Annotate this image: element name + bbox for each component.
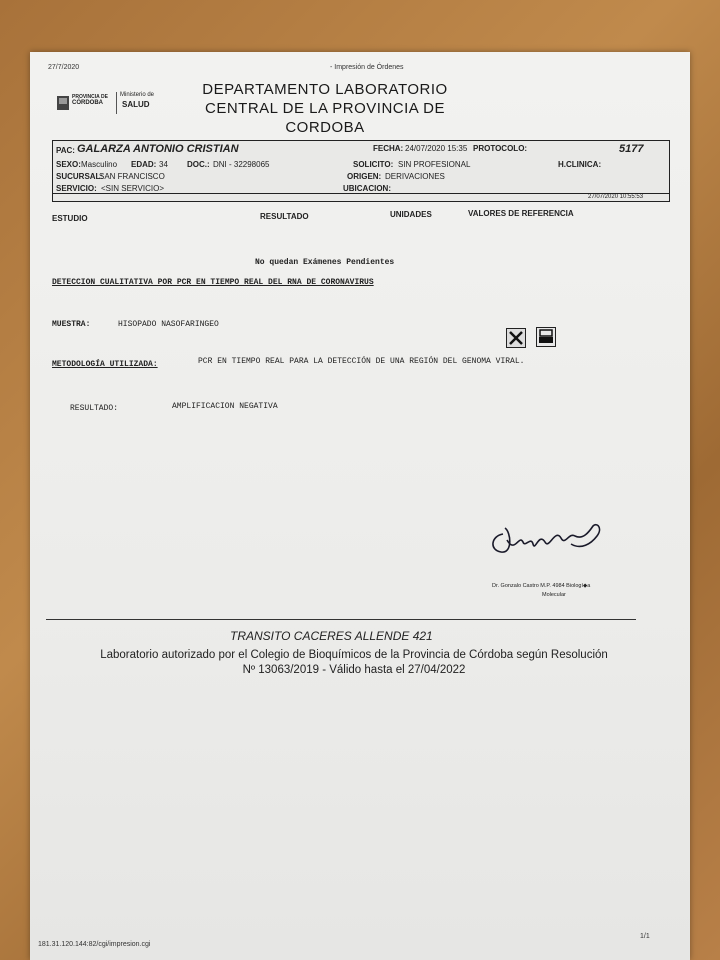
col-resultado: RESULTADO	[260, 212, 309, 221]
authorization-note: Laboratorio autorizado por el Colegio de Bioquímicos de la Provincia de Córdoba según Resolución Nº 13063/2019 - Válido hasta el 27/04/2022	[100, 649, 608, 676]
muestra-value: HISOPADO NASOFARINGEO	[118, 320, 219, 329]
print-url: 181.31.120.144:82/cgi/impresion.cgi	[38, 941, 151, 948]
report-page	[30, 52, 690, 960]
coat-of-arms-icon	[56, 94, 70, 112]
lab-title: DEPARTAMENTO LABORATORIO CENTRAL DE LA PROVINCIA DE CORDOBA	[202, 81, 448, 136]
delete-icon[interactable]	[506, 328, 526, 348]
resultado-label: RESULTADO:	[70, 404, 119, 413]
lab-address: TRANSITO CACERES ALLENDE 421	[230, 629, 433, 643]
muestra-label: MUESTRA:	[52, 320, 91, 329]
print-icon[interactable]	[536, 327, 556, 347]
col-unidades: UNIDADES	[390, 210, 432, 219]
metodo-value: PCR EN TIEMPO REAL PARA LA DETECCIÓN DE UNA REGIÓN DEL GENOMA VIRAL.	[198, 357, 525, 366]
print-title: - Impresión de Órdenes	[330, 64, 404, 71]
patient-info-box: PAC: GALARZA ANTONIO CRISTIAN FECHA: 24/07/2020 15:35 PROTOCOLO: 5177 SEXO: Masculino EDAD: 34 DOC.: DNI - 32298065 SOLICITO: SIN PROFESIONAL H.CLINICA: SUCURSAL: SAN FRANCISCO ORIGEN: DERIVACIONES SERVICIO: <SIN SERVICIO> UBICACION: 27/07/2020 10:55:53	[52, 140, 670, 202]
resultado-value: AMPLIFICACION NEGATIVA	[172, 402, 278, 411]
col-valores: VALORES DE REFERENCIA	[468, 209, 574, 218]
metodo-label: METODOLOGÍA UTILIZADA:	[52, 360, 158, 369]
col-estudio: ESTUDIO	[52, 214, 88, 223]
signer-name: Dr. Gonzalo Castro M.P. 4984 Biologí◆a	[492, 583, 591, 589]
protocol-number: 5177	[619, 143, 644, 155]
test-title: DETECCION CUALITATIVA POR PCR EN TIEMPO REAL DEL RNA DE CORONAVIRUS	[52, 278, 374, 287]
print-date: 27/7/2020	[48, 64, 80, 71]
record-timestamp: 27/07/2020 10:55:53	[588, 194, 644, 200]
page-number: 1/1	[640, 933, 650, 940]
ministry-logo: PROVINCIA DE CÓRDOBA Ministerio de SALUD	[56, 92, 186, 124]
doctor-signature	[485, 514, 615, 562]
pending-message: No quedan Exámenes Pendientes	[255, 258, 395, 267]
patient-name: GALARZA ANTONIO CRISTIAN	[77, 143, 239, 155]
signer-specialty: Molecular	[542, 592, 566, 598]
